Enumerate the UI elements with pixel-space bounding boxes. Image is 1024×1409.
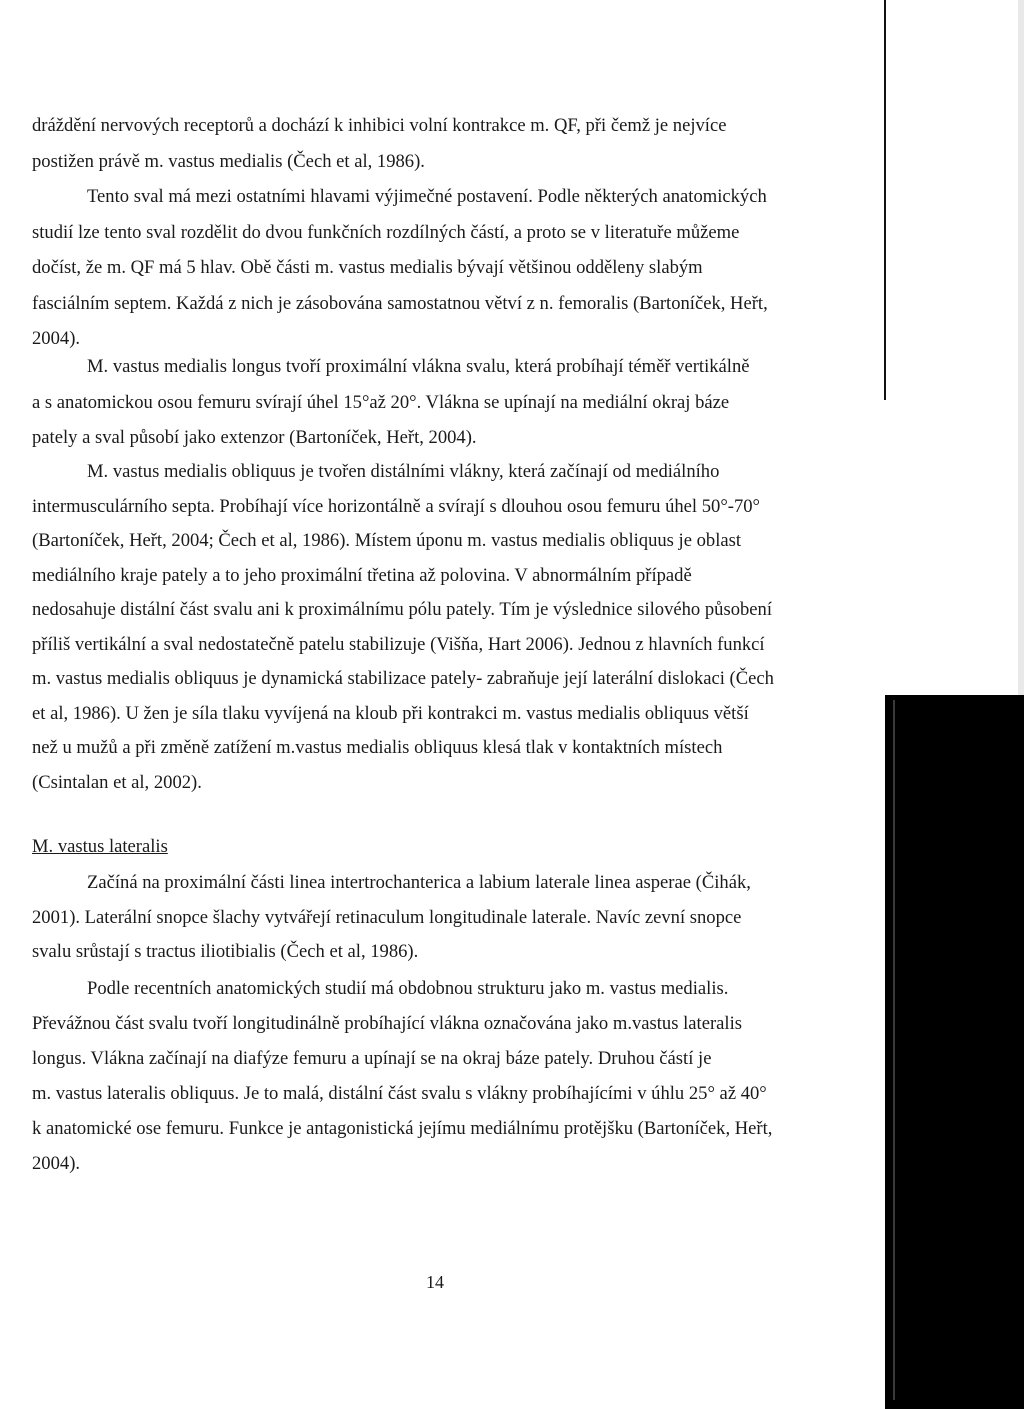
paragraph-line: 2004). [32, 328, 81, 349]
paragraph-line: dočíst, že m. QF má 5 hlav. Obě části m. vastus medialis bývají většinou odděleny slabým [32, 257, 703, 278]
paragraph-line: svalu srůstají s tractus iliotibialis (Čech et al, 1986). [32, 941, 419, 962]
paragraph-line: (Csintalan et al, 2002). [32, 771, 202, 793]
paragraph-line: pately a sval působí jako extenzor (Bartoníček, Heřt, 2004). [32, 427, 477, 448]
paragraph-line: intermusculárního septa. Probíhají více horizontálně a svírají s dlouhou osou femuru úhel 50°-70° [32, 495, 760, 517]
scan-dark-margin [885, 695, 1024, 1409]
section-heading: M. vastus lateralis [32, 836, 168, 857]
paragraph-line: m. vastus lateralis obliquus. Je to malá, distální část svalu s vlákny probíhajícími v úhlu 25° až 40° [32, 1083, 767, 1104]
paragraph-2 [32, 179, 838, 357]
scan-edge-line [893, 700, 895, 1400]
page-number: 14 [426, 1272, 444, 1292]
paragraph-line: k anatomické ose femuru. Funkce je antagonistická jejímu mediálnímu protějšku (Bartoníček, Heřt, [32, 1118, 773, 1139]
paragraph-line: než u mužů a při změně zatížení m.vastus medialis obliquus klesá tlak v kontaktních místech [32, 737, 723, 758]
paragraph-line: m. vastus medialis obliquus je dynamická stabilizace pately- zabraňuje její laterální dislokaci (Čech [32, 668, 774, 689]
paragraph-line: Převážnou část svalu tvoří longitudinálně probíhající vlákna označována jako m.vastus lateralis [32, 1013, 742, 1034]
paragraph-line: a s anatomickou osou femuru svírají úhel 15°až 20°. Vlákna se upínají na mediální okraj báze [32, 391, 730, 413]
paragraph-line: Podle recentních anatomických studií má obdobnou strukturu jako m. vastus medialis. [87, 978, 729, 999]
paragraph-line: 2004). [32, 1153, 81, 1174]
paragraph-line: longus. Vlákna začínají na diafýze femuru a upínají se na okraj báze pately. Druhou částí je [32, 1048, 712, 1069]
paragraph-4 [32, 455, 838, 800]
paragraph-line: Tento sval má mezi ostatními hlavami výjimečné postavení. Podle některých anatomických [87, 186, 767, 207]
paragraph-line: et al, 1986). U žen je síla tlaku vyvíjená na kloub při kontrakci m. vastus medialis obliquus větší [32, 702, 749, 724]
paragraph-line: postižen právě m. vastus medialis (Čech et al, 1986). [32, 150, 425, 172]
paragraph-6 [32, 971, 838, 1181]
paragraph-5 [32, 866, 838, 970]
paragraph-line: (Bartoníček, Heřt, 2004; Čech et al, 1986). Místem úponu m. vastus medialis obliquus je oblast [32, 530, 742, 551]
paragraph-3 [32, 349, 838, 456]
paragraph-line: M. vastus medialis obliquus je tvořen distálními vlákny, která začínají od mediálního [87, 461, 720, 482]
scan-edge-border [1018, 0, 1024, 695]
paragraph-line: fasciálním septem. Každá z nich je zásobována samostatnou větví z n. femoralis (Bartoníček, Heřt, [32, 292, 768, 314]
paragraph-line: studií lze tento sval rozdělit do dvou funkčních rozdílných částí, a proto se v literatuře můžeme [32, 221, 740, 243]
paragraph-line: Začíná na proximální části linea intertrochanterica a labium laterale linea asperae (Čihák, [87, 872, 751, 893]
paragraph-line: M. vastus medialis longus tvoří proximální vlákna svalu, která probíhají téměř vertikálně [87, 356, 750, 377]
paragraph-line: mediálního kraje pately a to jeho proximální třetina až polovina. V abnormálním případě [32, 564, 692, 586]
paragraph-line: nedosahuje distální část svalu ani k proximálnímu pólu pately. Tím je výslednice silového působení [32, 599, 772, 620]
scan-edge-line [884, 0, 886, 400]
paragraph-1 [32, 108, 838, 179]
paragraph-line: dráždění nervových receptorů a dochází k inhibici volní kontrakce m. QF, při čemž je nejvíce [32, 115, 727, 136]
paragraph-line: příliš vertikální a sval nedostatečně patelu stabilizuje (Višňa, Hart 2006). Jednou z hlavních funkcí [32, 633, 765, 655]
paragraph-line: 2001). Laterální snopce šlachy vytvářejí retinaculum longitudinale laterale. Navíc zevní snopce [32, 906, 742, 928]
